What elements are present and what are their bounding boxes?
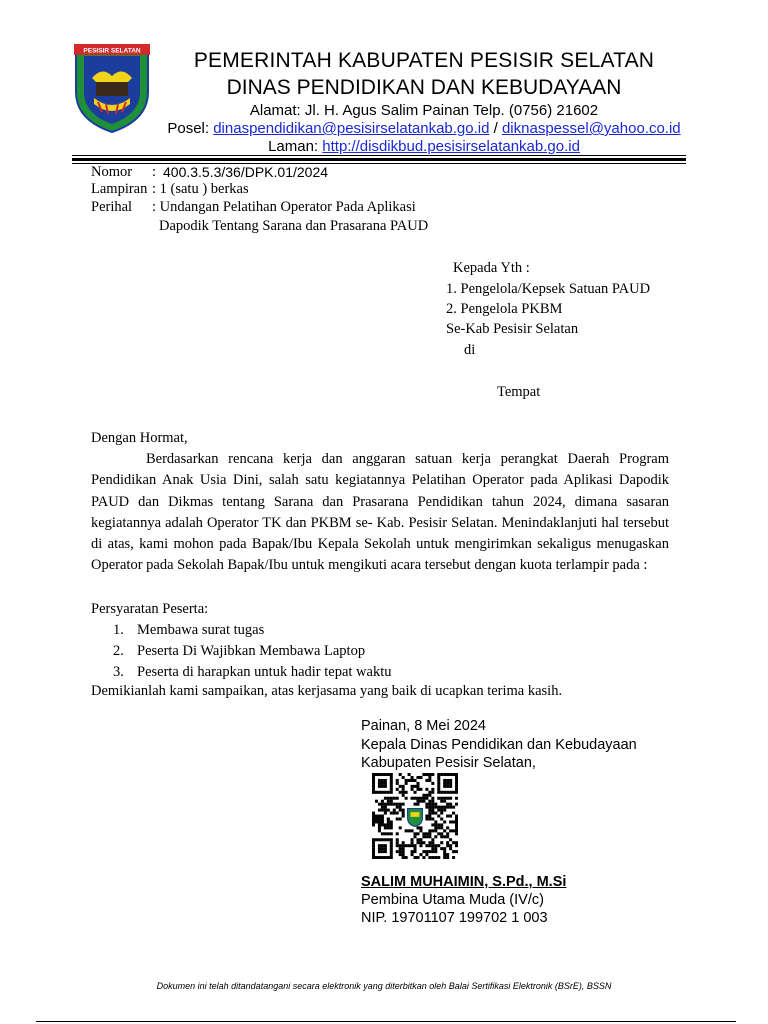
perihal-value-line1: : Undangan Pelatihan Operator Pada Aplikasi	[152, 199, 416, 215]
recipient-item-2: 2. Pengelola PKBM	[446, 301, 563, 317]
requirement-item: Peserta Di Wajibkan Membawa Laptop	[137, 643, 366, 659]
email-link-2[interactable]: diknaspessel@yahoo.co.id	[501, 120, 681, 137]
recipient-item-1: 1. Pengelola/Kepsek Satuan PAUD	[446, 281, 651, 297]
lampiran-value: : 1 (satu ) berkas	[152, 181, 249, 197]
qr-code-icon	[372, 773, 458, 859]
recipient-di: di	[464, 342, 476, 358]
body-paragraph	[91, 449, 669, 577]
agency-name-line1: PEMERINTAH KABUPATEN PESISIR SELATAN	[193, 49, 655, 72]
email-label: Posel:	[167, 120, 214, 137]
signatory-name: SALIM MUHAIMIN, S.Pd., M.Si	[361, 874, 567, 890]
signature-title-line1: Kepala Dinas Pendidikan dan Kebudayaan	[361, 737, 637, 753]
requirement-number: 3.	[113, 664, 124, 680]
requirement-item: Membawa surat tugas	[137, 622, 265, 638]
svg-text:PESISIR SELATAN: PESISIR SELATAN	[83, 47, 141, 55]
website-label: Laman:	[268, 138, 323, 155]
nomor-value: 400.3.5.3/36/DPK.01/2024	[163, 164, 329, 180]
header-divider-thick	[72, 158, 686, 161]
agency-address: Alamat: Jl. H. Agus Salim Painan Telp. (0756) 21602	[249, 102, 599, 119]
requirement-item: Peserta di harapkan untuk hadir tepat waktu	[137, 664, 392, 680]
requirement-number: 1.	[113, 622, 124, 638]
signature-place-date: Painan, 8 Mei 2024	[361, 718, 486, 734]
footer-rule	[36, 1021, 736, 1022]
closing-sentence: Demikianlah kami sampaikan, atas kerjasama yang baik di ucapkan terima kasih.	[91, 683, 563, 699]
header-divider-top	[72, 155, 686, 156]
nomor-label: Nomor	[91, 164, 133, 180]
lampiran-label: Lampiran	[91, 181, 148, 197]
signatory-rank: Pembina Utama Muda (IV/c)	[361, 892, 544, 908]
perihal-label: Perihal	[91, 199, 133, 215]
agency-website	[160, 138, 688, 155]
requirements-title: Persyaratan Peserta:	[91, 601, 209, 617]
recipient-tempat: Tempat	[497, 384, 541, 400]
email-link-1[interactable]: dinaspendidikan@pesisirselatankab.go.id	[213, 120, 490, 137]
agency-name-line2: DINAS PENDIDIKAN DAN KEBUDAYAAN	[226, 76, 622, 99]
signature-title-line2: Kabupaten Pesisir Selatan,	[361, 755, 536, 771]
body-paragraph-text: Berdasarkan rencana kerja dan anggaran satuan kerja perangkat Daerah Program Pendidikan Anak Usia Dini, salah satu kegiatannya Pelatihan Operator pada Aplikasi Dapodik PAUD dan Dikmas tentang Sarana dan Prasarana Pendidikan tahun 2024, dimana sasaran kegiatannya adalah Operator TK dan PKBM se- Kab. Pesisir Selatan. Menindaklanjuti hal tersebut di atas, kami mohon pada Bapak/Ibu Kepala Sekolah untuk mengirimkan sekaligus menugaskan Operator pada Sekolah Bapak/Ibu untuk mengikuti acara tersebut dengan kuota terlampir pada :	[91, 451, 669, 574]
esign-footer-note: Dokumen ini telah ditandatangani secara elektronik yang diterbitkan oleh Balai Sertifikasi Elektronik (BSrE), BSSN	[156, 981, 612, 991]
nomor-separator: :	[152, 164, 157, 180]
requirement-number: 2.	[113, 643, 124, 659]
agency-email	[160, 120, 688, 137]
perihal-value-line2: Dapodik Tentang Sarana dan Prasarana PAUD	[159, 218, 429, 234]
email-separator: /	[489, 120, 502, 137]
recipient-region: Se-Kab Pesisir Selatan	[446, 321, 579, 337]
recipient-heading: Kepada Yth :	[453, 260, 530, 276]
regency-logo-icon	[72, 42, 152, 134]
greeting: Dengan Hormat,	[91, 430, 188, 446]
website-link[interactable]: http://disdikbud.pesisirselatankab.go.id	[322, 138, 580, 155]
signatory-nip: NIP. 19701107 199702 1 003	[361, 910, 548, 926]
